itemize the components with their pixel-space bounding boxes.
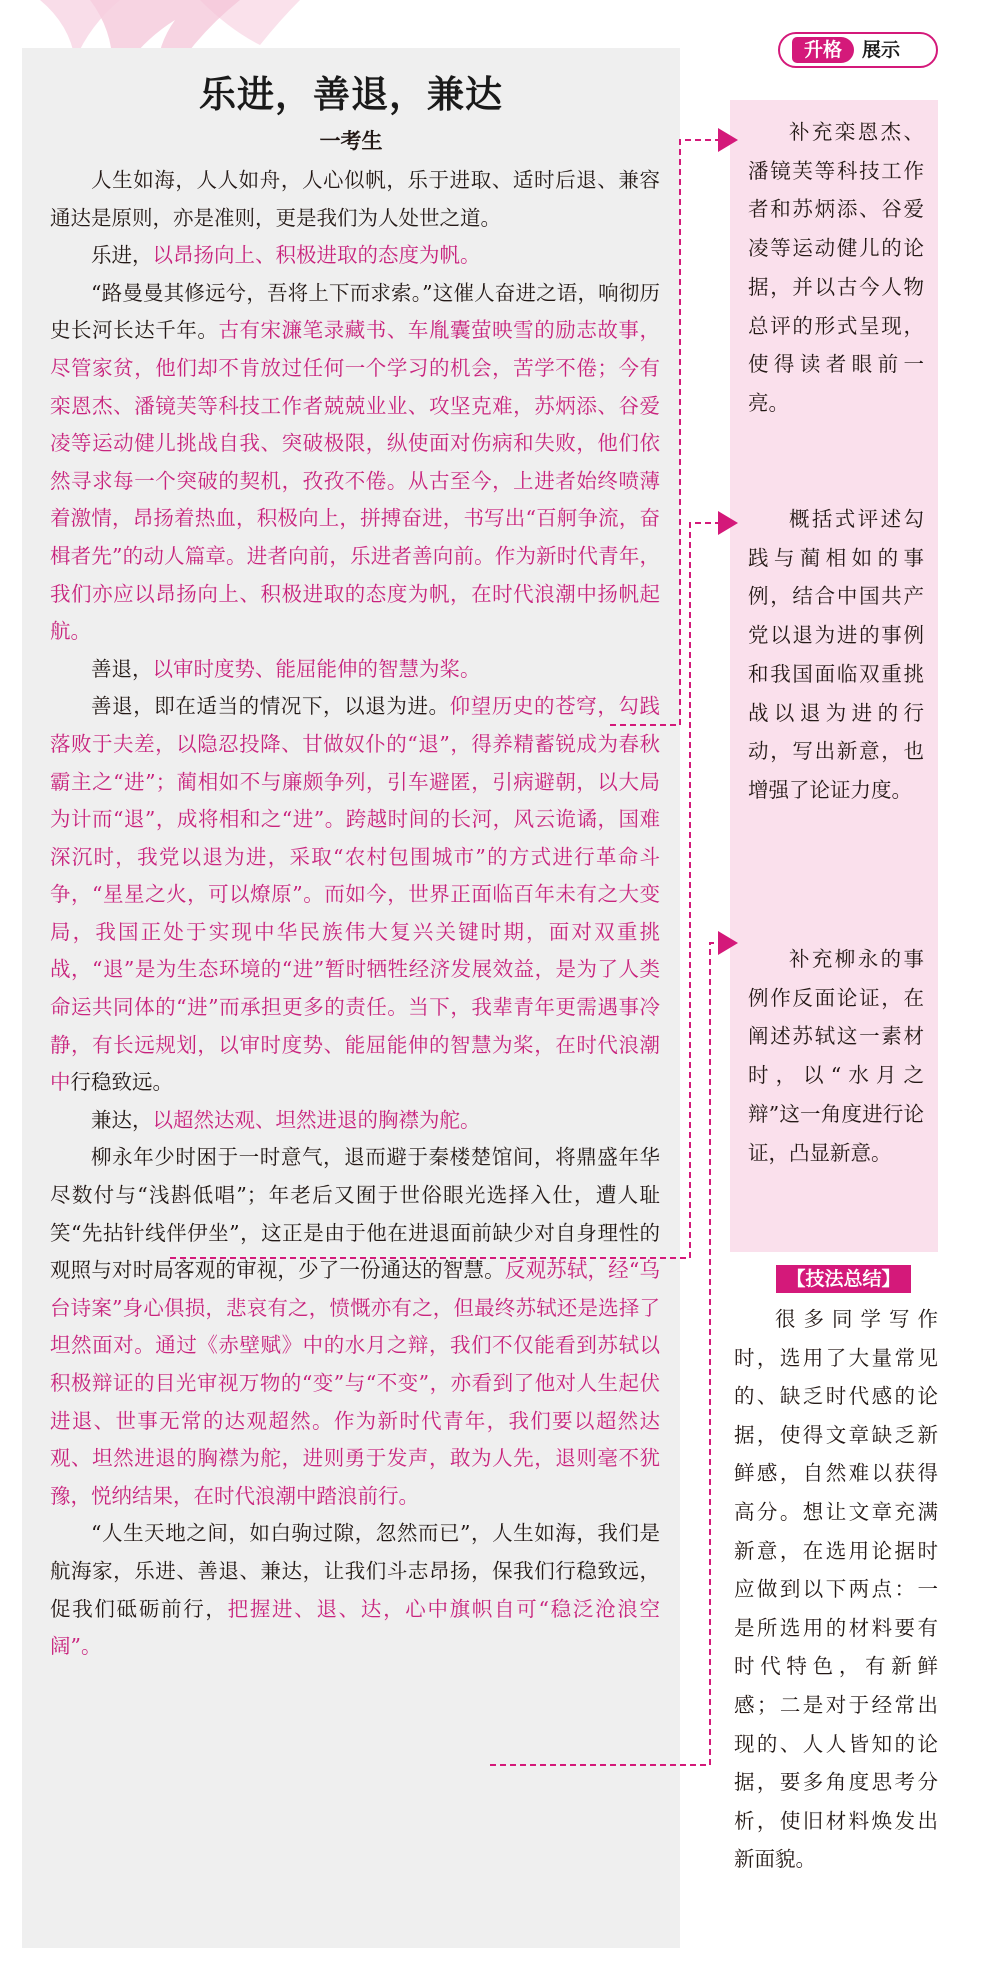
- plain-text: 行稳致远。: [70, 1070, 173, 1095]
- badge-show-label: 展示: [862, 39, 901, 61]
- plain-text: 乐进，: [91, 243, 153, 268]
- essay-paragraph-2: [50, 237, 660, 275]
- essay-paragraph-6: [50, 1102, 660, 1140]
- plain-text: 善退，: [91, 656, 153, 681]
- plain-text: 善退，即在适当的情况下，以退为进。: [91, 694, 450, 719]
- annotation-note-2: 概括式评述勾践与蔺相如的事例，结合中国共产党以退为进的事例和我国面临双重挑战以退为进的行动，写出新意，也增强了论证力度。: [748, 507, 924, 802]
- essay-paragraph-5: [50, 688, 660, 1102]
- badge-upgrade-label: 升格: [792, 37, 854, 63]
- highlighted-text: 把握进、退、达，心中旗帜自可“稳泛沧浪空阔”。: [50, 1596, 661, 1659]
- annotation-note-1: 补充栾恩杰、潘镜芙等科技工作者和苏炳添、谷爱凌等运动健儿的论据，并以古今人物总评的形式呈现，使得读者眼前一亮。: [748, 120, 924, 415]
- essay-author: 一考生: [319, 129, 383, 153]
- highlighted-text: 以超然达观、坦然进退的胸襟为舵。: [152, 1107, 481, 1132]
- plain-text: 人生如海，人人如舟，人心似帆，乐于进取、适时后退、兼容通达是原则，亦是准则，更是我们为人处世之道。: [50, 168, 660, 230]
- section-badge: [778, 32, 938, 68]
- technique-summary-label: 【技法总结】: [776, 1265, 911, 1293]
- highlighted-text: 反观苏轼，经“乌台诗案”身心俱损，悲哀有之，愤慨亦有之，但最终苏轼还是选择了坦然面对。通过《赤壁赋》中的水月之辩，我们不仅能看到苏轼以积极辩证的目光审视万物的“变”与“不变”，亦看到了他对人生起伏进退、世事无常的达观超然。作为新时代青年，我们要以超然达观、坦然进退的胸襟为舵，进则勇于发声，敢为人先，退则毫不犹豫，悦纳结果，在时代浪潮中踏浪前行。: [50, 1258, 661, 1508]
- plain-text: 兼达，: [91, 1107, 153, 1132]
- essay-title: 乐进，善退，兼达: [199, 73, 503, 116]
- essay-paragraph-8: [50, 1515, 660, 1665]
- highlighted-text: 仰望历史的苍穹，勾践落败于夫差，以隐忍投降、甘做奴仆的“退”，得养精蓄锐成为春秋霸主之“进”；蔺相如不与廉颇争列，引车避匿，引病避朝，以大局为计而“退”，成将相和之“进”。跨越时间的长河，风云诡谲，国难深沉时，我党以退为进，采取“农村包围城市”的方式进行革命斗争，“星星之火，可以燎原”。而如今，世界正面临百年未有之大变局，我国正处于实现中华民族伟大复兴关键时期，面对双重挑战，“退”是为生态环境的“进”暂时牺牲经济发展效益，是为了人类命运共同体的“进”而承担更多的责任。当下，我辈青年更需遇事冷静，有长远规划，以审时度势、能屈能伸的智慧为桨，在时代浪潮中: [50, 694, 661, 1095]
- plain-text: 柳永年少时困于一时意气，退而避于秦楼楚馆间，将鼎盛年华尽数付与“浅斟低唱”；年老后又囿于世俗眼光选择入仕，遭人耻笑“先拈针线伴伊坐”，这正是由于他在进退面前缺少对自身理性的观照与对时局客观的审视，少了一份通达的智慧。: [50, 1145, 660, 1283]
- highlighted-text: 以审时度势、能屈能伸的智慧为桨。: [152, 656, 481, 681]
- highlighted-text: 以昂扬向上、积极进取的态度为帆。: [152, 243, 481, 268]
- essay-body: [50, 162, 660, 1666]
- essay-paragraph-4: [50, 651, 660, 689]
- highlighted-text: 古有宋濂笔录藏书、车胤囊萤映雪的励志故事，尽管家贫，他们却不肯放过任何一个学习的机会，苦学不倦；今有栾恩杰、潘镜芙等科技工作者兢兢业业、攻坚克难，苏炳添、谷爱凌等运动健儿挑战自我、突破极限，纵使面对伤病和失败，他们依然寻求每一个突破的契机，孜孜不倦。从古至今，上进者始终喷薄着激情，昂扬着热血，积极向上，拼搏奋进，书写出“百舸争流，奋楫者先”的动人篇章。进者向前，乐进者善向前。作为新时代青年，我们亦应以昂扬向上、积极进取的态度为帆，在时代浪潮中扬帆起航。: [50, 318, 661, 644]
- plain-text: “路曼曼其修远兮，吾将上下而求索。”这催人奋进之语，响彻历史长河长达千年。: [50, 280, 660, 343]
- essay-paragraph-7: [50, 1139, 660, 1515]
- essay-paragraph-1: [50, 162, 660, 237]
- technique-summary: 很多同学写作时，选用了大量常见的、缺乏时代感的论据，使得文章缺乏新鲜感，自然难以获得高分。想让文章充满新意，在选用论据时应做到以下两点：一是所选用的材料要有时代特色，有新鲜感；二是对于经常出现的、人人皆知的论据，要多角度思考分析，使旧材料焕发出新面貌。: [734, 1307, 938, 1872]
- annotation-note-3: 补充柳永的事例作反面论证，在阐述苏轼这一素材时，以“水月之辩”这一角度进行论证，凸显新意。: [748, 947, 924, 1165]
- plain-text: “人生天地之间，如白驹过隙，忽然而已”，人生如海，我们是航海家，乐进、善退、兼达，让我们斗志昂扬，保我们行稳致远，促我们砥砺前行，: [50, 1521, 660, 1621]
- essay-paragraph-3: [50, 275, 660, 651]
